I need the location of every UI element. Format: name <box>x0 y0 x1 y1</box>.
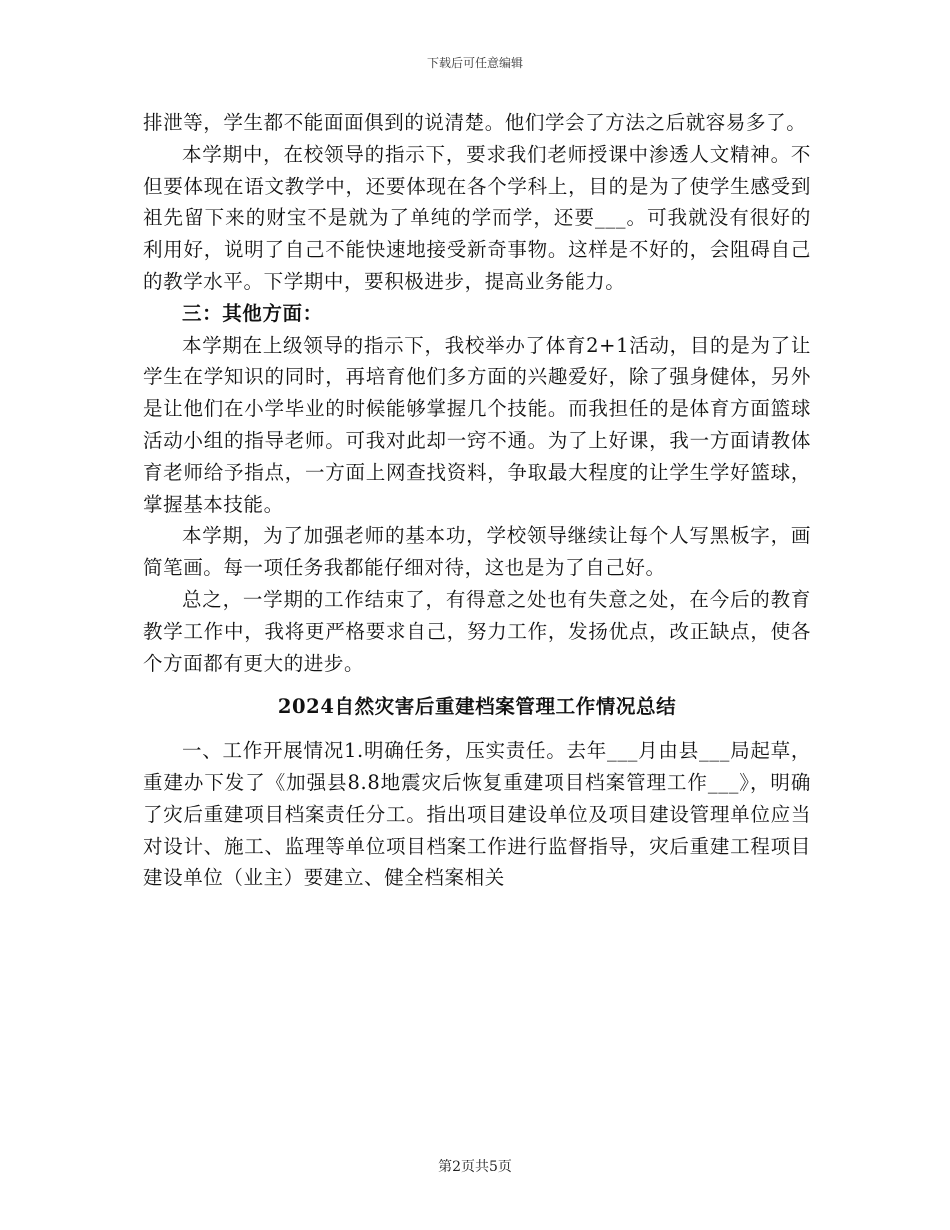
page-footer: 第2页共5页 <box>438 1159 512 1175</box>
page-header: 下载后可任意编辑 <box>426 56 523 70</box>
paragraph-3: 本学期在上级领导的指示下，我校举办了体育2+1活动，目的是为了让学生在学知识的同时，再培育他们多方面的兴趣爱好，除了强身健体，另外是让他们在小学毕业的时候能够掌握几个技能。而我担任的是体育方面篮球活动小组的指导老师。可我对此却一窍不通。为了上好课，我一方面请教体育老师给予指点，一方面上网查找资料，争取最大程度的让学生学好篮球，掌握基本技能。 <box>143 333 811 516</box>
paragraph-6: 一、工作开展情况1.明确任务，压实责任。去年___月由县___局起草，重建办下发了《加强县8.8地震灾后恢复重建项目档案管理工作___》，明确了灾后重建项目档案责任分工。指出项目建设单位及项目建设管理单位应当对设计、施工、监理等单位项目档案工作进行监督指导，灾后重建工程项目建设单位（业主）要建立、健全档案相关 <box>143 739 811 890</box>
paragraph-5: 总之，一学期的工作结束了，有得意之处也有失意之处，在今后的教育教学工作中，我将更严格要求自己，努力工作，发扬优点，改正缺点，使各个方面都有更大的进步。 <box>143 587 811 675</box>
section-heading-3: 三：其他方面： <box>182 301 323 325</box>
document-body <box>143 107 811 894</box>
paragraph-1: 排泄等，学生都不能面面俱到的说清楚。他们学会了方法之后就容易多了。 <box>143 111 807 134</box>
paragraph-2: 本学期中，在校领导的指示下，要求我们老师授课中渗透人文精神。不但要体现在语文教学中，还要体现在各个学科上，目的是为了使学生感受到祖先留下来的财宝不是就为了单纯的学而学，还要___。可我就没有很好的利用好，说明了自己不能快速地接受新奇事物。这样是不好的，会阻碍自己的教学水平。下学期中，要积极进步，提高业务能力。 <box>143 142 811 293</box>
paragraph-4: 本学期，为了加强老师的基本功，学校领导继续让每个人写黑板字，画简笔画。每一项任务我都能仔细对待，这也是为了自己好。 <box>143 524 811 580</box>
document-title: 2024自然灾害后重建档案管理工作情况总结 <box>277 695 677 719</box>
